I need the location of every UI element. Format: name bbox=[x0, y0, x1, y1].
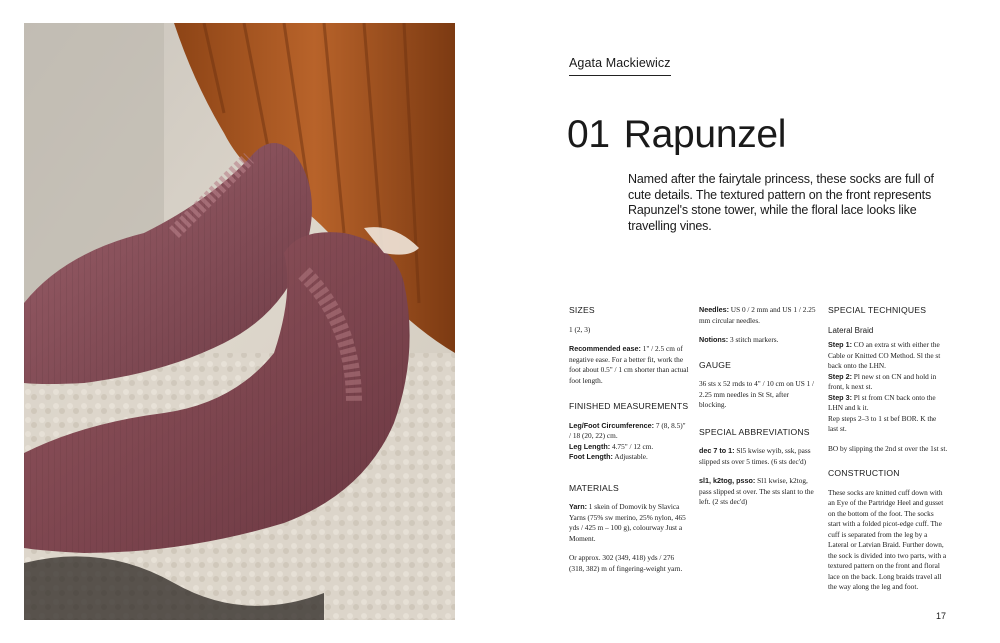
notions bbox=[699, 335, 818, 346]
step1-value: CO an extra st with either the Cable or Knitted CO Method. Sl the st back onto the LHN. bbox=[828, 340, 941, 370]
notions-value: 3 stitch markers. bbox=[728, 335, 779, 344]
braid-step3 bbox=[828, 393, 948, 414]
column-sizes-materials bbox=[569, 305, 689, 583]
step2-value: Pl new st on CN and hold in front, k next st. bbox=[828, 371, 937, 391]
circumference-label: Leg/Foot Circumference: bbox=[569, 420, 655, 430]
step2-label: Step 2: bbox=[828, 371, 852, 381]
yarn bbox=[569, 502, 689, 544]
foot-length-label: Foot Length: bbox=[569, 452, 613, 461]
foot-length-value: Adjustable. bbox=[612, 452, 648, 461]
column-needles-gauge bbox=[699, 305, 818, 517]
leg-length-value: 4.75" / 12 cm. bbox=[610, 441, 654, 451]
intro-paragraph: Named after the fairytale princess, these socks are full of cute details. The textured pattern on the front represents Rapunzel's stone tower, while the floral lace looks like travelling vines. bbox=[628, 172, 934, 233]
sock-photo-illustration bbox=[24, 23, 455, 620]
lateral-braid-subheading: Lateral Braid bbox=[828, 325, 874, 335]
abbreviations-heading: SPECIAL ABBREVIATIONS bbox=[699, 426, 810, 437]
sizes-heading: SIZES bbox=[569, 305, 595, 315]
circumference-value: 7 (8, 8.5)" / 18 (20, 22) cm. bbox=[569, 420, 686, 440]
abbr-sl1k2tog bbox=[699, 476, 818, 508]
sock-photo bbox=[24, 23, 455, 620]
yarn-value: 1 skein of Domovik by Slavica Yarns (75% sw merino, 25% nylon, 465 yds / 425 m – 100 g), colourway Just a Moment. bbox=[569, 502, 686, 543]
dec7-label: dec 7 to 1: bbox=[699, 446, 735, 455]
techniques-heading: SPECIAL TECHNIQUES bbox=[828, 305, 927, 315]
materials-heading: MATERIALS bbox=[569, 482, 619, 493]
leg-length-label: Leg Length: bbox=[569, 441, 611, 451]
circumference bbox=[569, 421, 689, 442]
step1-label: Step 1: bbox=[828, 340, 852, 349]
braid-repeat: Rep steps 2–3 to 1 st bef BOR. K the last st. bbox=[828, 413, 937, 433]
sl1k2tog-label: sl1, k2tog, psso: bbox=[699, 476, 756, 485]
sizes-list: 1 (2, 3) bbox=[569, 324, 591, 334]
braid-step1 bbox=[828, 340, 948, 372]
pattern-number: 01 bbox=[567, 113, 610, 156]
yarn-label: Yarn: bbox=[569, 502, 587, 511]
leg-length bbox=[569, 442, 689, 453]
construction-text: These socks are knitted cuff down with an Eye of the Partridge Heel and gusset on the bottom of the foot. The socks start with a folded picot-edge cuff. The cuff is separated from the leg by a Lateral or Latvian Braid. Further down, the sock is divided into two parts, with a textured pattern on the front and floral lace on the back. Long braids travel all the way along the leg and foot. bbox=[828, 487, 947, 591]
column-techniques-construction bbox=[828, 305, 948, 602]
ease-label: Recommended ease: bbox=[569, 344, 641, 353]
ease-text: 1" / 2.5 cm of negative ease. For a better fit, work the foot about 0.5" / 1 cm shorter than actual foot length. bbox=[569, 344, 689, 385]
notions-label: Notions: bbox=[699, 335, 729, 344]
pattern-name: Rapunzel bbox=[623, 113, 787, 156]
step3-value: Pl st from CN back onto the LHN and k it. bbox=[828, 392, 936, 412]
recommended-ease bbox=[569, 344, 689, 386]
braid-step2 bbox=[828, 372, 948, 393]
needles bbox=[699, 305, 818, 326]
page-number: 17 bbox=[936, 611, 947, 621]
sl1k2tog-value: Sl1 kwise, k2tog, pass slipped st over. The sts slant to the left. (2 sts dec'd) bbox=[699, 476, 814, 506]
construction-heading: CONSTRUCTION bbox=[828, 468, 900, 478]
foot-length bbox=[569, 452, 689, 463]
gauge-heading: GAUGE bbox=[699, 359, 732, 370]
finished-measurements-heading: FINISHED MEASUREMENTS bbox=[569, 401, 689, 411]
dec7-value: Sl5 kwise wyib, ssk, pass slipped sts over 5 times. (6 sts dec'd) bbox=[699, 446, 811, 466]
author-name: Agata Mackiewicz bbox=[569, 56, 671, 76]
abbr-dec7 bbox=[699, 446, 818, 467]
braid-bind-off: BO by slipping the 2nd st over the 1st st. bbox=[828, 443, 948, 453]
yarn-approx: Or approx. 302 (349, 418) yds / 276 (318, 382) m of fingering-weight yarn. bbox=[569, 553, 683, 573]
needles-value: US 0 / 2 mm and US 1 / 2.25 mm circular needles. bbox=[699, 305, 816, 325]
pattern-title bbox=[567, 113, 786, 157]
gauge-text: 36 sts x 52 rnds to 4" / 10 cm on US 1 / 2.25 mm needles in St St, after blocking. bbox=[699, 379, 815, 409]
needles-label: Needles: bbox=[699, 305, 729, 314]
step3-label: Step 3: bbox=[828, 392, 852, 402]
